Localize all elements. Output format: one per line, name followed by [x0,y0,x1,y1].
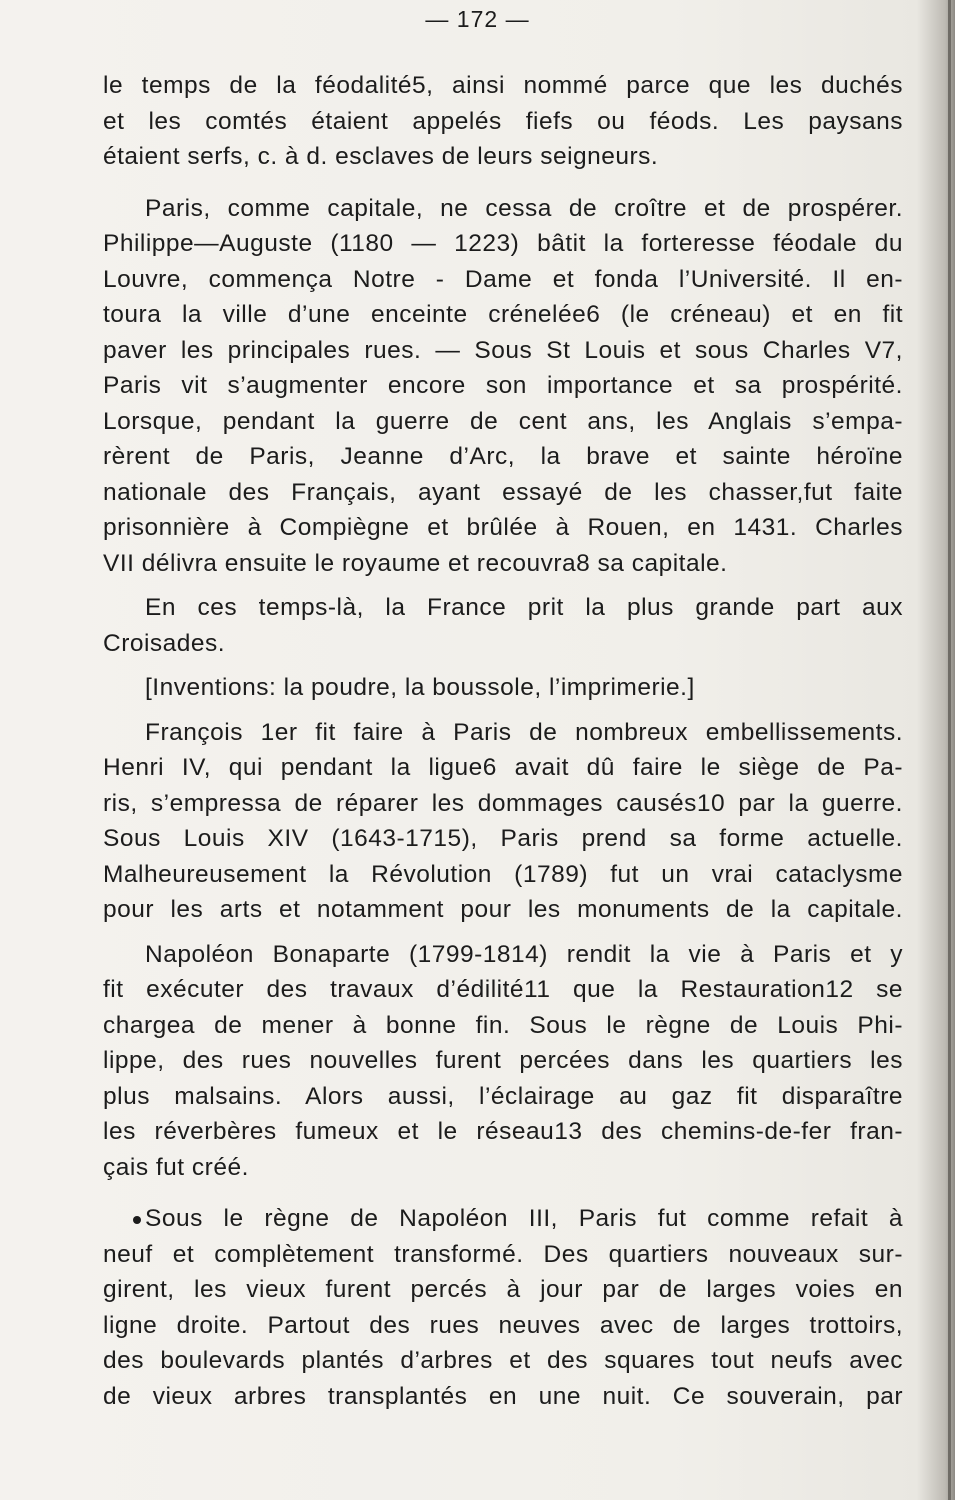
paragraph [103,670,903,706]
text-body [103,68,903,1414]
bullet-dot-icon [133,1216,141,1224]
text-line: ligne droite. Partout des rues neuves avec de larges trottoirs, [103,1311,903,1339]
text-line: ris, s’empressa de réparer les dommages causés10 par la guerre. [103,789,903,817]
text-line: toura la ville d’une enceinte crénelée6 (le créneau) et en fit [103,301,903,328]
paragraph [103,68,903,175]
text-line: VII délivra ensuite le royaume et recouvra8 sa capitale. [103,549,728,577]
text-line: des boulevards plantés d’arbres et des squares tout neufs avec [103,1347,903,1374]
text-line: pour les arts et notamment pour les monuments de la capitale. [103,896,903,923]
text-line: Paris vit s’augmenter encore son importance et sa prospérité. [103,372,903,399]
text-line: paver les principales rues. — Sous St Louis et sous Charles V7, [103,336,903,364]
paragraph [103,937,903,1186]
text-line: prisonnière à Compiègne et brûlée à Rouen, en 1431. Charles [103,514,903,541]
text-line: étaient serfs, c. à d. esclaves de leurs seigneurs. [103,143,659,170]
text-line: Louvre, commença Notre - Dame et fonda l’Université. Il en- [103,265,903,293]
text-line: plus malsains. Alors aussi, l’éclairage au gaz fit disparaître [103,1082,903,1110]
text-line: neuf et complètement transformé. Des quartiers nouveaux sur- [103,1240,903,1268]
text-line: Paris, comme capitale, ne cessa de croître et de prospérer. [145,194,903,222]
text-line: lippe, des rues nouvelles furent percées dans les quartiers les [103,1047,903,1074]
text-line: Lorsque, pendant la guerre de cent ans, les Anglais s’empa- [103,407,903,435]
text-line: de vieux arbres transplantés en une nuit. Ce souverain, par [103,1382,903,1410]
text-line: fit exécuter des travaux d’édilité11 que la Restauration12 se [103,976,903,1003]
text-line: çais fut créé. [103,1153,249,1181]
text-line: le temps de la féodalité5, ainsi nommé parce que les duchés [103,72,903,99]
paragraph [103,191,903,582]
text-line [103,1201,903,1237]
page-edge [948,0,951,1500]
text-line: et les comtés étaient appelés fiefs ou féods. Les paysans [103,107,903,135]
text-fragment: Sous le règne de Napoléon III, Paris fut comme refait à [145,1205,903,1232]
paragraph [103,715,903,928]
text-line: En ces temps-là, la France prit la plus grande part aux [145,594,903,621]
paragraph [103,1201,903,1414]
text-line: Sous Louis XIV (1643-1715), Paris prend sa forme actuelle. [103,825,903,852]
text-line: Malheureusement la Révolution (1789) fut un vrai cataclysme [103,860,903,888]
text-line: les réverbères fumeux et le réseau13 des chemins-de-fer fran- [103,1118,903,1145]
page-number: — 172 — [425,6,530,32]
paragraph [103,590,903,661]
text-line: Napoléon Bonaparte (1799-1814) rendit la vie à Paris et y [145,940,903,968]
text-line: Croisades. [103,629,226,657]
text-line: girent, les vieux furent percés à jour par de larges voies en [103,1276,903,1303]
text-line: chargea de mener à bonne fin. Sous le règne de Louis Phi- [103,1011,903,1039]
text-line: nationale des Français, ayant essayé de les chasser,fut faite [103,478,903,506]
text-line: rèrent de Paris, Jeanne d’Arc, la brave et sainte héroïne [103,443,903,470]
text-line: Philippe—Auguste (1180 — 1223) bâtit la forteresse féodale du [103,230,903,257]
text-line: François 1er fit faire à Paris de nombreux embellissements. [145,718,903,746]
text-line: [Inventions: la poudre, la boussole, l’imprimerie.] [145,674,695,701]
text-line: Henri IV, qui pendant la ligue6 avait dû faire le siège de Pa- [103,754,903,781]
